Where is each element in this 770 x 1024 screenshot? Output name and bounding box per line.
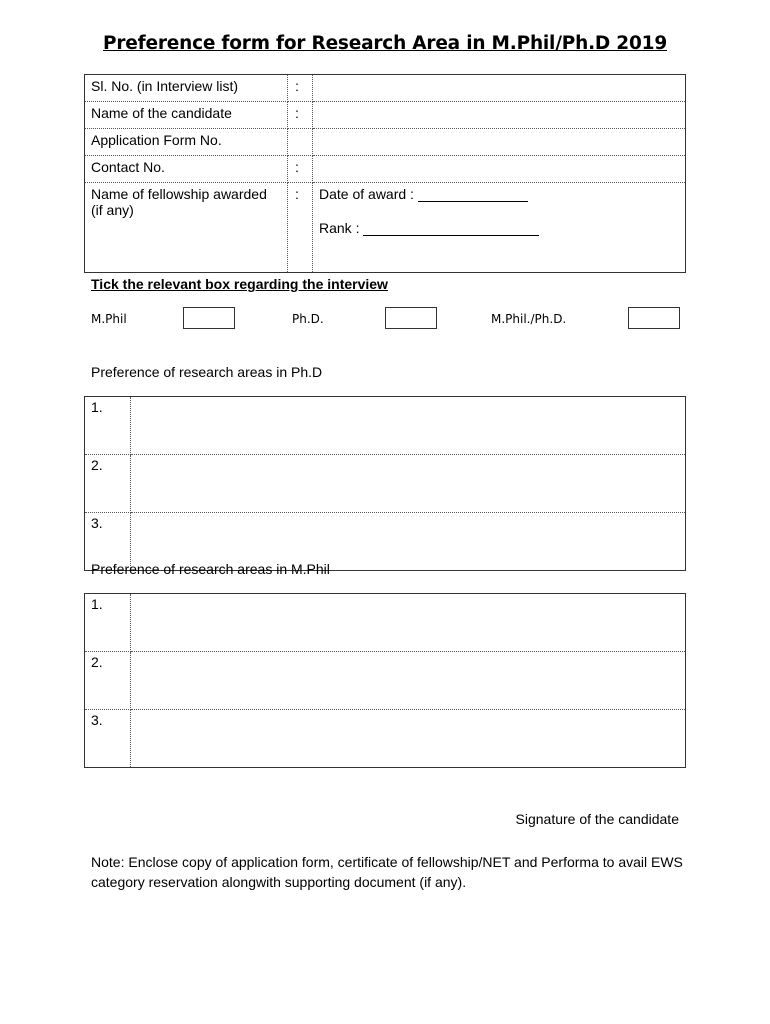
table-row xyxy=(85,397,686,455)
interview-heading: Tick the relevant box regarding the interview xyxy=(91,276,388,292)
sl-no-separator: : xyxy=(288,75,313,102)
mphil-preferences-table xyxy=(84,593,686,768)
application-form-label: Application Form No. xyxy=(85,129,288,156)
fellowship-label: Name of fellowship awarded (if any) xyxy=(85,183,288,273)
mphil-pref-field-2[interactable] xyxy=(131,652,686,710)
signature-label: Signature of the candidate xyxy=(515,811,679,827)
page-title: Preference form for Research Area in M.Phil/Ph.D 2019 xyxy=(103,33,667,54)
application-form-field[interactable] xyxy=(313,129,686,156)
candidate-name-field[interactable] xyxy=(313,102,686,129)
mphil-pref-number: 3. xyxy=(85,710,131,768)
note-text: Note: Enclose copy of application form, certificate of fellowship/NET and Performa to avail EWS category reservation alongwith supporting document (if any). xyxy=(91,854,683,890)
fellowship-separator: : xyxy=(288,183,313,273)
table-row xyxy=(85,129,686,156)
table-row xyxy=(85,75,686,102)
date-of-award-label: Date of award : xyxy=(319,186,414,202)
phd-option-label: Ph.D. xyxy=(292,312,324,326)
contact-no-separator: : xyxy=(288,156,313,183)
phd-checkbox[interactable] xyxy=(385,307,437,329)
contact-no-field[interactable] xyxy=(313,156,686,183)
mphil-phd-checkbox[interactable] xyxy=(628,307,680,329)
phd-pref-field-2[interactable] xyxy=(131,455,686,513)
rank-label: Rank : xyxy=(319,220,360,236)
mphil-pref-field-3[interactable] xyxy=(131,710,686,768)
mphil-pref-field-1[interactable] xyxy=(131,594,686,652)
phd-pref-field-1[interactable] xyxy=(131,397,686,455)
mphil-pref-number: 2. xyxy=(85,652,131,710)
sl-no-label: Sl. No. (in Interview list) xyxy=(85,75,288,102)
mphil-option-label: M.Phil xyxy=(91,312,127,326)
application-form-separator xyxy=(288,129,313,156)
table-row xyxy=(85,710,686,768)
table-row xyxy=(85,652,686,710)
mphil-phd-option-label: M.Phil./Ph.D. xyxy=(491,312,567,326)
table-row xyxy=(85,156,686,183)
phd-pref-number: 3. xyxy=(85,513,131,571)
mphil-pref-number: 1. xyxy=(85,594,131,652)
sl-no-field[interactable] xyxy=(313,75,686,102)
phd-preferences-label: Preference of research areas in Ph.D xyxy=(91,364,323,380)
candidate-name-label: Name of the candidate xyxy=(85,102,288,129)
table-row xyxy=(85,102,686,129)
date-of-award-line xyxy=(319,186,679,202)
table-row xyxy=(85,594,686,652)
candidate-details-table xyxy=(84,74,686,273)
table-row xyxy=(85,455,686,513)
table-row xyxy=(85,183,686,273)
fellowship-field[interactable] xyxy=(313,183,686,273)
rank-line xyxy=(319,220,679,236)
phd-pref-number: 1. xyxy=(85,397,131,455)
mphil-preferences-label: Preference of research areas in M.Phil xyxy=(91,561,330,577)
mphil-checkbox[interactable] xyxy=(183,307,235,329)
date-of-award-blank[interactable] xyxy=(418,187,528,202)
rank-blank[interactable] xyxy=(363,221,539,236)
phd-preferences-table xyxy=(84,396,686,571)
phd-pref-number: 2. xyxy=(85,455,131,513)
candidate-name-separator: : xyxy=(288,102,313,129)
contact-no-label: Contact No. xyxy=(85,156,288,183)
